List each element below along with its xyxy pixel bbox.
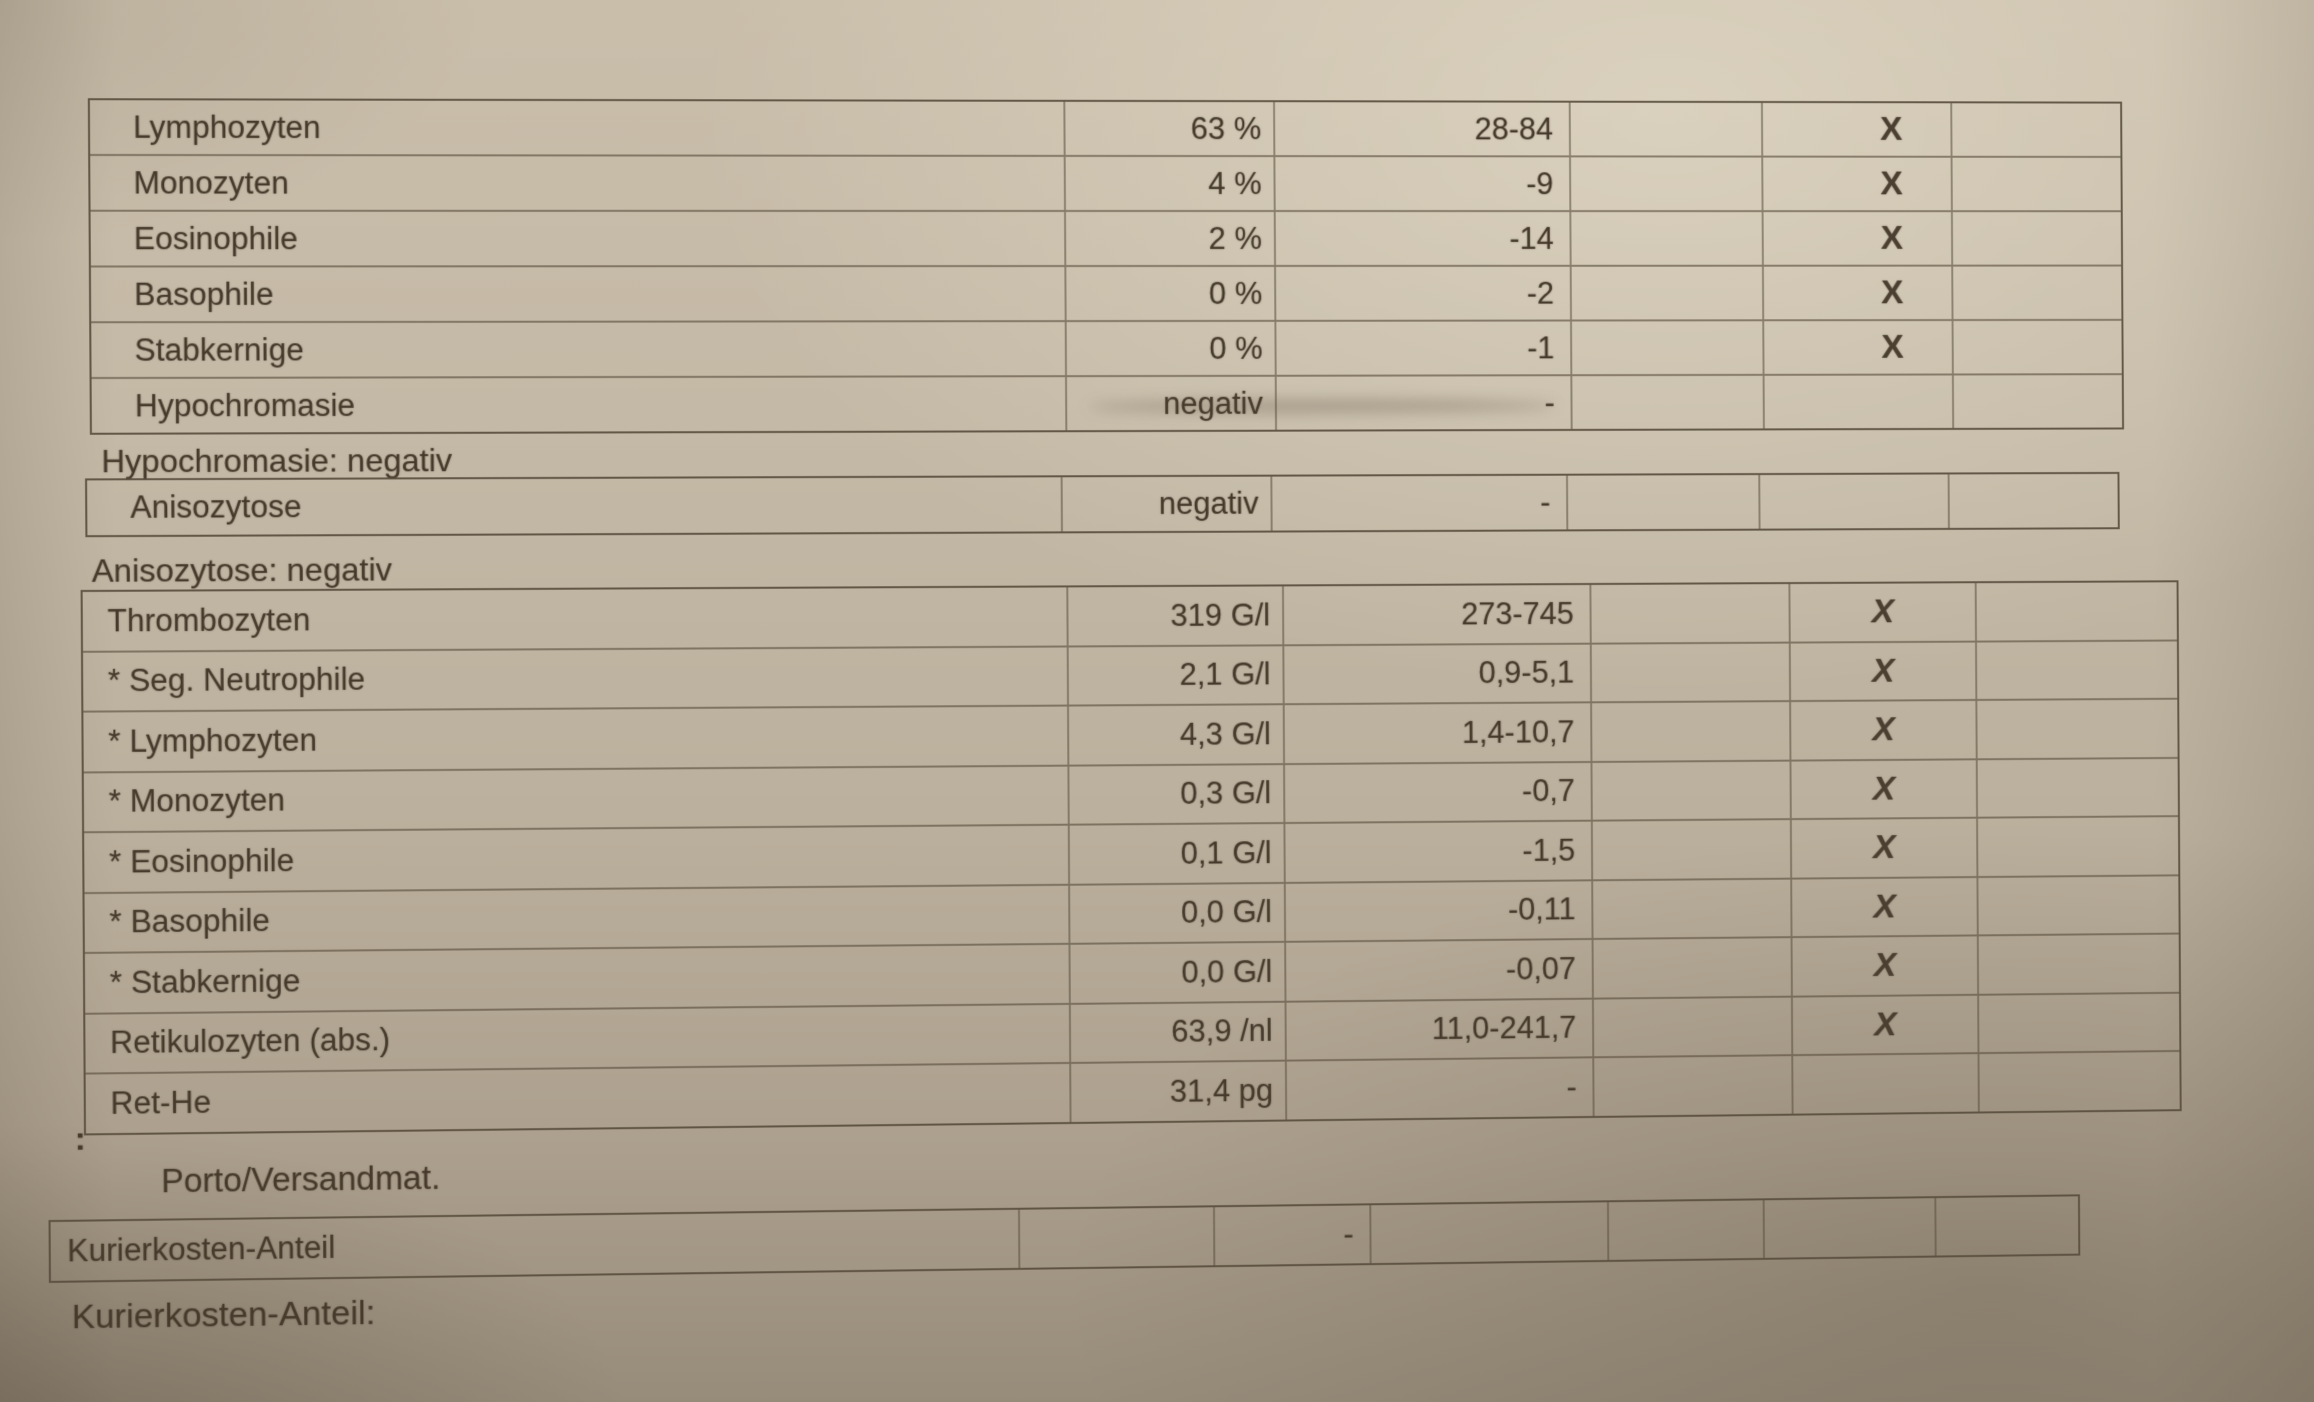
flag-mark: X xyxy=(1791,760,1978,818)
empty-cell xyxy=(1979,935,2179,994)
empty-cell xyxy=(1953,267,2121,320)
reference-range: -1 xyxy=(1276,321,1572,374)
kurierkosten-note: Kurierkosten-Anteil: xyxy=(71,1293,376,1337)
flag-mark: X xyxy=(1791,701,1978,759)
reference-range: 0,9-5,1 xyxy=(1284,644,1592,703)
empty-cell xyxy=(1977,582,2177,640)
colon-mark: : xyxy=(74,1120,86,1157)
analyte-name: * Monozyten xyxy=(84,766,1070,831)
reference-range: -14 xyxy=(1276,212,1572,265)
empty-cell xyxy=(1594,997,1793,1056)
flag-mark: X xyxy=(1792,819,1979,877)
empty-cell xyxy=(1765,1198,1937,1258)
empty-cell xyxy=(1371,1202,1609,1263)
reference-range: -0,7 xyxy=(1285,762,1593,822)
reference-range: - xyxy=(1277,376,1573,429)
result-value: 63 % xyxy=(1065,102,1275,155)
differential-table xyxy=(88,98,2124,435)
result-value: 0,0 G/l xyxy=(1070,943,1286,1003)
hypochromasie-note: Hypochromasie: negativ xyxy=(101,441,453,480)
empty-cell xyxy=(1572,321,1765,374)
analyte-name: * Seg. Neutrophile xyxy=(83,647,1069,711)
empty-cell xyxy=(1571,103,1764,156)
absolute-counts-table xyxy=(81,580,2182,1135)
empty-cell xyxy=(1978,817,2178,875)
flag-mark: X xyxy=(1793,936,1980,995)
empty-cell xyxy=(1594,938,1793,997)
reference-range: -0,11 xyxy=(1286,881,1594,941)
empty-cell xyxy=(1978,758,2178,816)
empty-cell xyxy=(1954,375,2122,428)
empty-cell xyxy=(1977,700,2177,758)
empty-cell xyxy=(1977,641,2177,699)
empty-cell xyxy=(1592,702,1791,760)
reference-range: 28-84 xyxy=(1275,102,1571,155)
empty-cell xyxy=(1593,879,1792,938)
flag-mark: X xyxy=(1763,103,1953,156)
empty-cell xyxy=(1979,1052,2179,1111)
reference-range: - xyxy=(1272,476,1568,531)
empty-cell xyxy=(1936,1196,2078,1255)
result-value: 319 G/l xyxy=(1068,586,1284,645)
result-value: 0,0 G/l xyxy=(1070,883,1286,942)
empty-cell xyxy=(1609,1200,1765,1260)
empty-cell xyxy=(1978,876,2178,935)
empty-cell xyxy=(1568,475,1761,529)
analyte-name: * Basophile xyxy=(85,885,1071,952)
result-value: negativ xyxy=(1063,477,1273,532)
kurierkosten-table xyxy=(49,1194,2081,1283)
flag-mark xyxy=(1793,1054,1980,1113)
empty-cell xyxy=(1592,643,1791,701)
reference-range: -1,5 xyxy=(1285,822,1593,882)
empty-cell xyxy=(1571,212,1764,265)
analyte-name: Ret-He xyxy=(86,1064,1072,1133)
table-row xyxy=(83,582,2177,650)
analyte-name: Anisozytose xyxy=(87,477,1063,535)
empty-cell xyxy=(1950,474,2118,528)
table-row xyxy=(90,154,2121,210)
result-value: 31,4 pg xyxy=(1071,1062,1287,1122)
result-value: 2,1 G/l xyxy=(1069,646,1285,705)
analyte-name: * Lymphozyten xyxy=(83,707,1069,771)
flag-mark: X xyxy=(1764,212,1954,265)
empty-cell xyxy=(1592,761,1791,820)
reference-range: -2 xyxy=(1276,267,1572,320)
reference-range: -9 xyxy=(1275,157,1571,210)
flag-mark: X xyxy=(1764,267,1954,320)
result-value: negativ xyxy=(1067,377,1277,430)
empty-cell xyxy=(1954,321,2122,374)
table-row xyxy=(87,474,2118,535)
flag-mark xyxy=(1765,375,1955,428)
flag-mark: X xyxy=(1793,995,1980,1054)
analyte-name: * Eosinophile xyxy=(84,826,1070,892)
result-value: 0,1 G/l xyxy=(1070,824,1286,883)
empty-cell xyxy=(1572,376,1765,429)
table-row xyxy=(90,100,2121,156)
flag-mark: X xyxy=(1790,583,1977,641)
analyte-name: Monozyten xyxy=(90,156,1066,210)
porto-label: Porto/Versandmat. xyxy=(161,1158,441,1200)
empty-cell xyxy=(1571,157,1764,210)
result-value: 4,3 G/l xyxy=(1069,705,1285,764)
flag-mark: X xyxy=(1791,642,1978,700)
result-value: 63,9 /nl xyxy=(1071,1002,1287,1062)
table-row xyxy=(91,319,2122,377)
result-value: 0 % xyxy=(1066,267,1276,320)
analyte-name: Basophile xyxy=(91,267,1067,321)
reference-range: -0,07 xyxy=(1286,940,1594,1000)
flag-mark: X xyxy=(1764,321,1954,374)
anisozytose-table xyxy=(85,472,2120,537)
empty-cell xyxy=(1979,993,2179,1052)
empty-cell xyxy=(1953,158,2121,210)
analyte-name: Eosinophile xyxy=(91,212,1067,266)
result-value: 0 % xyxy=(1067,322,1277,375)
empty-cell xyxy=(1591,584,1790,642)
analyte-name: Stabkernige xyxy=(91,322,1067,377)
anisozytose-note: Anisozytose: negativ xyxy=(91,551,393,589)
flag-mark: X xyxy=(1763,158,1953,211)
reference-range: - xyxy=(1287,1058,1595,1119)
analyte-name: Lymphozyten xyxy=(90,100,1066,155)
empty-cell xyxy=(1572,267,1765,320)
result-value: 4 % xyxy=(1066,157,1276,210)
analyte-name: * Stabkernige xyxy=(85,945,1071,1012)
flag-mark xyxy=(1760,474,1950,528)
empty-cell xyxy=(1953,212,2121,264)
table-row xyxy=(51,1196,2079,1281)
empty-cell xyxy=(1952,103,2120,156)
empty-cell xyxy=(1593,820,1792,879)
flag-mark: X xyxy=(1792,878,1979,937)
table-row xyxy=(92,373,2122,433)
dash-mark: - xyxy=(1215,1205,1372,1265)
table-row xyxy=(91,210,2122,266)
reference-range: 1,4-10,7 xyxy=(1285,703,1593,762)
reference-range: 273-745 xyxy=(1284,585,1592,644)
cost-value xyxy=(1020,1207,1215,1268)
result-value: 2 % xyxy=(1066,212,1276,265)
table-row xyxy=(91,265,2122,322)
empty-cell xyxy=(1594,1056,1793,1115)
result-value: 0,3 G/l xyxy=(1069,765,1285,824)
analyte-name: Thrombozyten xyxy=(83,587,1069,650)
cost-item-name: Kurierkosten-Anteil xyxy=(51,1210,1021,1281)
analyte-name: Hypochromasie xyxy=(92,377,1068,433)
analyte-name: Retikulozyten (abs.) xyxy=(85,1004,1071,1072)
reference-range: 11,0-241,7 xyxy=(1286,999,1594,1059)
